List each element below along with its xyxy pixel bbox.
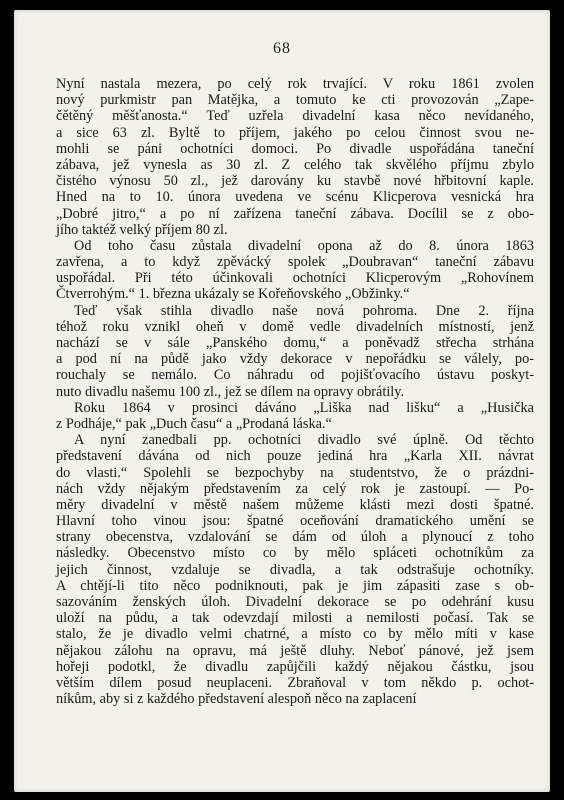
text-line: čistého výnosu 50 zl., jež darovány ku stavbě nové hřbitovní kaple. [56, 173, 534, 190]
text-line: do vlasti.“ Spolehli se bezpochyby na studentstvo, že o prázdni- [56, 464, 534, 481]
text-line: mohli se páni ochotníci domoci. Po divadle uspořádána taneční [56, 140, 534, 157]
text-line: z Podhájе,“ pak „Duch času“ a „Prodaná láska.“ [56, 415, 332, 432]
text-line: čětěný měšťanosta.“ Teď uzřela divadelní kasa něco nevídaného, [56, 108, 534, 125]
text-line: Roku 1864 v prosinci dáváno „Liška nad lišku“ a „Husička [74, 399, 534, 416]
text-line: A nyní zanedbali pp. ochotníci divadlo své úplně. Od těchto [74, 432, 534, 449]
text-line: nuto divadlu našemu 100 zl., jež se dílem na opravy obrátily. [56, 383, 405, 400]
text-line: Nyní nastala mezera, po celý rok trvající. V roku 1861 zvolen [56, 76, 534, 92]
paragraph [56, 76, 534, 238]
body-text [56, 76, 534, 707]
text-line: představení dávána od nich pouze jediná hra „Karla XII. návrat [56, 448, 534, 465]
text-line: „Dobré jitro,“ a po ní zařízena taneční zábava. Docílil se z obo- [56, 205, 534, 222]
text-line: hořeji podotkl, že divadlu zapůjčili každý nějakou částku, jsou [56, 658, 534, 675]
paragraph [56, 400, 534, 432]
text-line: nách vždy nějakým představením za celý rok je zastoupí. — Po- [56, 480, 534, 497]
text-line: nový purkmistr pan Matějka, a tomuto ke cti provozován „Zape- [56, 92, 534, 109]
text-line: zábava, jež vynesla as 30 zl. Z celého tak skvělého příjmu zbylo [56, 156, 534, 173]
text-line: zavřena, a to když zpěvácký spolek „Doubravan“ taneční zábavu [56, 254, 534, 271]
text-line: strany obecenstva, vzdalování se dám od úloh a plynoucí z toho [56, 529, 534, 546]
text-line: sazováním ženských úloh. Divadelní dekorace se po odehrání kusu [56, 594, 534, 610]
text-line: Čtverrohým.“ 1. března ukázaly se Kořeňovského „Obžinky.“ [56, 286, 410, 303]
text-line: následky. Obecenstvo místo co by mělo spláceti ochotníkům za [56, 545, 534, 562]
text-line: Teď však stihla divadlo naše nová pohroma. Dne 2. října [74, 302, 534, 319]
text-line: stalo, že je divadlo velmi chatrné, a místo co by mělo míti v kase [56, 626, 534, 643]
paragraph [56, 238, 534, 303]
text-line: měry divadelní v městě našem můžeme klásti mezi dosti špatné. [56, 496, 534, 513]
text-line: uspořádal. Při této účinkovali ochotníci Klicperovým „Rohovínem [56, 270, 534, 287]
book-page [14, 10, 550, 792]
text-line: Od toho času zůstala divadelní opona až do 8. února 1863 [74, 237, 534, 254]
text-line: větším dílem posud neuplaceni. Zbraňoval v tom někdo p. ochot- [56, 674, 534, 691]
text-line: nachází se v sále „Panského domu,“ a poněvadž střecha strhána [56, 335, 534, 351]
text-line: a pod ní na půdě jako vždy dekorace v nepořádku se válely, po- [56, 351, 534, 368]
text-line: uloží na půdu, a tak odevzdají milosti a nemilosti počasí. Tak se [56, 610, 534, 627]
paragraph [56, 432, 534, 707]
text-line: jího taktéž velký příjem 80 zl. [56, 221, 228, 238]
text-line: Hned na to 10. února uvedena ve scénu Klicperova vesnická hra [56, 189, 534, 206]
text-line: A chtějí-li tito něco podniknouti, pak je jim zápasiti zase s ob- [56, 577, 534, 594]
page-number: 68 [273, 40, 291, 57]
text-line: téhož roku vznikl oheň v domě vedle divadelních místností, jenž [56, 318, 534, 335]
text-line: a sice 63 zl. Byltě to příjem, jakého po celou činnost svou ne- [56, 124, 534, 141]
text-line: níkům, aby si z každého představení alespoň něco na zaplacení [56, 691, 417, 708]
paragraph [56, 303, 534, 400]
text-line: rouchaly se nemálo. Co náhradu od pojišťovacího ústavu poskyt- [56, 367, 534, 384]
text-line: Hlavní toho vinou jsou: špatné oceňování dramatického umění se [56, 513, 534, 530]
text-line: jejich činnost, vzdaluje se divadla, a tak odstrašuje ochotníky. [56, 561, 534, 578]
text-line: nějakou zálohu na opravu, má ještě dluhy. Neboť pánové, jež jsem [56, 642, 534, 659]
